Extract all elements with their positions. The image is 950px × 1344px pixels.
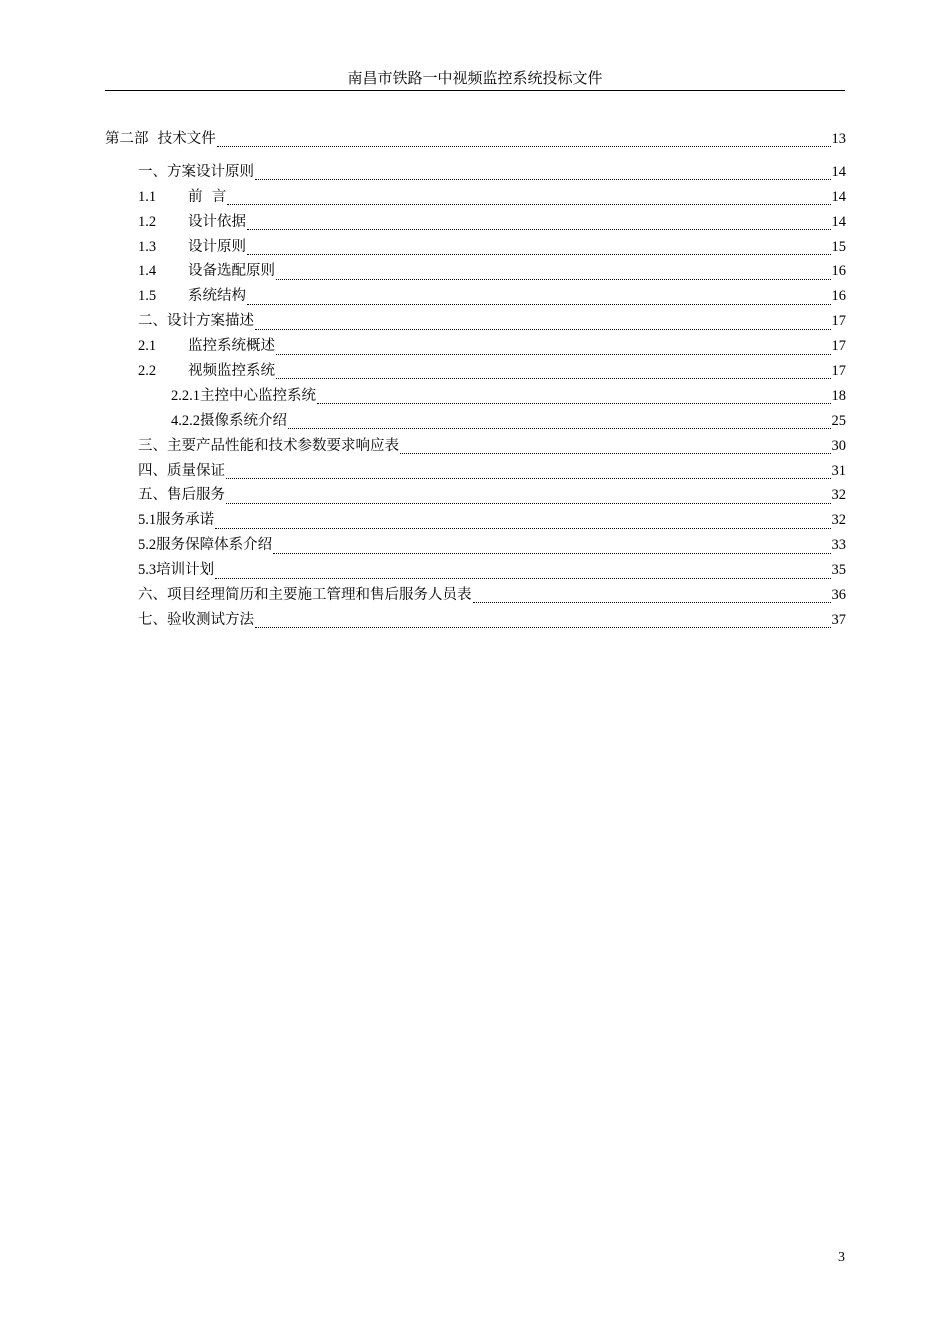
toc-entry-number: 2.2	[138, 363, 157, 380]
toc-entry-page: 25	[831, 412, 846, 429]
toc-entry-page: 13	[831, 131, 846, 147]
toc-entry-page: 35	[831, 562, 846, 579]
toc-leader-dots	[288, 418, 831, 432]
toc-leader-dots	[247, 244, 831, 258]
toc-leader-dots	[317, 393, 831, 407]
toc-entry-number: 1.5	[138, 288, 157, 305]
toc-entry-page: 17	[831, 338, 846, 355]
toc-entry-label: 服务保障体系介绍	[156, 537, 273, 554]
toc-entry-label: 设计原则	[188, 238, 246, 255]
toc-entry-number: 4.2.2	[171, 412, 200, 429]
toc-entry[interactable]	[105, 483, 846, 508]
toc-entry[interactable]	[105, 583, 846, 608]
toc-entry-page: 32	[831, 512, 846, 529]
toc-leader-dots	[276, 269, 831, 283]
toc-leader-dots	[276, 368, 831, 382]
toc-entry-page: 14	[831, 213, 846, 230]
toc-entry[interactable]	[105, 409, 846, 434]
toc-entry[interactable]	[105, 284, 846, 309]
toc-leader-dots	[247, 294, 831, 308]
toc-entry-number: 5.2	[138, 537, 157, 554]
toc-entry[interactable]	[105, 459, 846, 484]
toc-entry-number: 2.1	[138, 338, 157, 355]
toc-entry[interactable]	[105, 160, 846, 185]
toc-leader-dots	[255, 617, 831, 631]
toc-entry-page: 14	[831, 188, 846, 205]
toc-leader-dots	[473, 592, 831, 606]
toc-entry-page: 16	[831, 263, 846, 280]
toc-entry-page: 30	[831, 437, 846, 454]
toc-entry-page: 32	[831, 487, 846, 504]
toc-entry-number: 1.1	[138, 188, 157, 205]
toc-leader-dots	[276, 344, 831, 358]
toc-entry-separator	[149, 127, 158, 152]
toc-entry-page: 15	[831, 238, 846, 255]
toc-entry[interactable]	[105, 185, 846, 210]
toc-entry-number: 5.1	[138, 512, 157, 529]
toc-leader-dots	[227, 194, 830, 208]
toc-entry-number: 5.3	[138, 562, 157, 579]
toc-entry[interactable]	[105, 334, 846, 359]
toc-entry-label: 一、方案设计原则	[138, 163, 254, 180]
toc-entry-page: 17	[831, 313, 846, 330]
toc-entry-label: 培训计划	[156, 562, 215, 579]
toc-entry-label: 六、项目经理简历和主要施工管理和售后服务人员表	[138, 587, 472, 604]
toc-leader-dots	[215, 518, 830, 532]
toc-entry[interactable]	[105, 558, 846, 583]
toc-leader-dots	[217, 136, 831, 150]
toc-entry-number: 2.2.1	[171, 387, 200, 404]
toc-entry[interactable]	[105, 359, 846, 384]
toc-entry-page: 31	[831, 462, 846, 479]
toc-entry[interactable]	[105, 309, 846, 334]
toc-leader-dots	[255, 169, 831, 183]
toc-entry-number: 第二部	[105, 131, 149, 147]
toc-leader-dots	[273, 543, 830, 557]
toc-entry-label: 设计依据	[188, 213, 246, 230]
toc-entry-label: 七、验收测试方法	[138, 611, 254, 628]
toc-entry-label: 服务承诺	[156, 512, 215, 529]
toc-leader-dots	[226, 468, 831, 482]
page-number: 3	[838, 1250, 845, 1265]
toc-entry-label: 监控系统概述	[188, 338, 275, 355]
toc-entry[interactable]	[105, 235, 846, 260]
toc-entry-page: 37	[831, 611, 846, 628]
toc-entry-label: 四、质量保证	[138, 462, 225, 479]
toc-entry[interactable]	[105, 608, 846, 633]
toc-entry-label: 系统结构	[188, 288, 246, 305]
toc-entry-label: 设备选配原则	[188, 263, 275, 280]
toc-entry[interactable]	[105, 127, 846, 152]
table-of-contents	[105, 127, 846, 633]
toc-entry-label: 视频监控系统	[188, 363, 275, 380]
toc-entry[interactable]	[105, 259, 846, 284]
toc-leader-dots	[215, 568, 830, 582]
toc-entry-page: 18	[831, 387, 846, 404]
toc-entry[interactable]	[105, 384, 846, 409]
toc-entry-number: 1.3	[138, 238, 157, 255]
toc-entry-label: 技术文件	[157, 131, 216, 147]
toc-entry-page: 17	[831, 363, 846, 380]
toc-entry-label: 五、售后服务	[138, 487, 225, 504]
toc-leader-dots	[247, 219, 831, 233]
toc-entry-page: 36	[831, 587, 846, 604]
toc-entry-number: 1.4	[138, 263, 157, 280]
toc-leader-dots	[226, 493, 831, 507]
toc-entry[interactable]	[105, 210, 846, 235]
toc-entry-label: 主控中心监控系统	[200, 387, 316, 404]
toc-leader-dots	[400, 443, 831, 457]
toc-entry-page: 33	[831, 537, 846, 554]
toc-entry-label: 前 言	[188, 188, 227, 205]
toc-entry-page: 16	[831, 288, 846, 305]
toc-entry-label: 三、主要产品性能和技术参数要求响应表	[138, 437, 399, 454]
toc-leader-dots	[255, 319, 831, 333]
document-title: 南昌市铁路一中视频监控系统投标文件	[347, 69, 603, 87]
toc-entry-label: 摄像系统介绍	[200, 412, 287, 429]
toc-entry[interactable]	[105, 434, 846, 459]
toc-entry-page: 14	[831, 163, 846, 180]
toc-entry-label: 二、设计方案描述	[138, 313, 254, 330]
page-header	[105, 68, 845, 91]
toc-entry-number: 1.2	[138, 213, 157, 230]
toc-entry[interactable]	[105, 533, 846, 558]
toc-entry[interactable]	[105, 508, 846, 533]
